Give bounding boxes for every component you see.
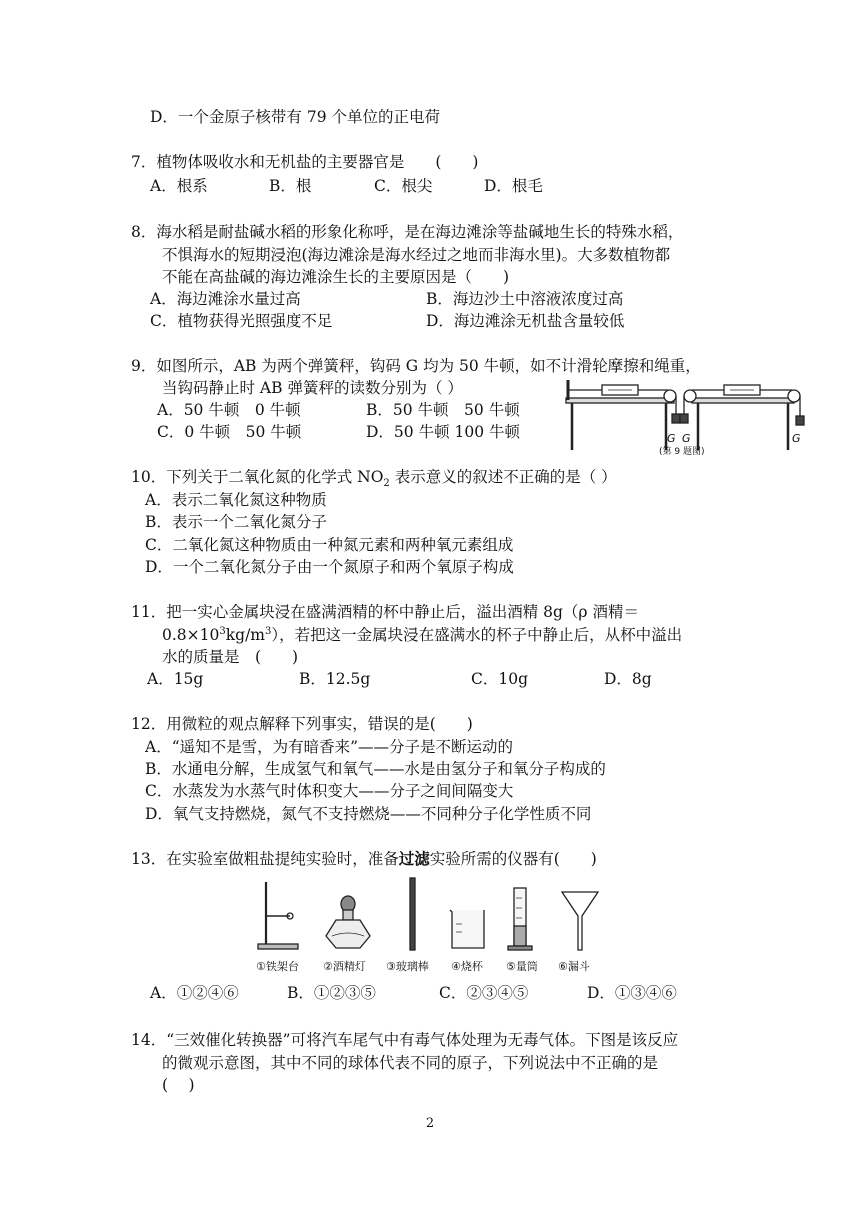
apparatus-b <box>680 385 804 450</box>
q12-option-b: B．水通电分解，生成氢气和氧气——水是由氢分子和氧分子构成的 <box>145 760 606 778</box>
q9-option-c: C．0 牛顿 50 牛顿 <box>157 423 302 441</box>
q12-option-c: C．水蒸发为水蒸气时体积变大——分子之间间隔变大 <box>145 782 514 800</box>
instrument-label-1: ①铁架台 <box>256 960 299 973</box>
instrument-label-4: ④烧杯 <box>451 960 483 973</box>
q9-figure-caption: (第 9 题图) <box>659 447 705 457</box>
iron-stand-icon <box>258 882 298 949</box>
q13-option-c: C．②③④⑤ <box>439 984 529 1002</box>
q7-option-b: B．根 <box>269 177 312 195</box>
q9-stem-line1: 9．如图所示，AB 为两个弹簧秤，钩码 G 均为 50 牛顿，如不计滑轮摩擦和绳重， <box>131 357 701 375</box>
q11-stem-line2: $0.8\times 10^3kg/m^3$），若把这一金属块浸在盛满水的杯子中静止后，从杯中溢出 <box>162 625 683 644</box>
q13-option-a: A．①②④⑥ <box>150 984 239 1002</box>
q13-option-d: D．①③④⑥ <box>587 984 677 1002</box>
q8-option-c: C．植物获得光照强度不足 <box>150 312 333 330</box>
q13-option-b: B．①②③⑤ <box>287 984 376 1002</box>
q8-option-a: A．海边滩涂水量过高 <box>150 290 301 308</box>
q10-option-b: B．表示一个二氧化氮分子 <box>145 513 327 531</box>
q9-option-d: D．50 牛顿 100 牛顿 <box>366 423 521 441</box>
q10-option-c: C．二氧化氮这种物质由一种氮元素和两种氧元素组成 <box>145 536 514 554</box>
page-number: 2 <box>425 1116 435 1131</box>
q9-stem-line2: 当钩码静止时 AB 弹簧秤的读数分别为（ ） <box>162 379 463 397</box>
q8-stem-line1: 8．海水稻是耐盐碱水稻的形象化称呼，是在海边滩涂等盐碱地生长的特殊水稻， <box>131 223 684 241</box>
q14-stem-line1: 14．“三效催化转换器”可将汽车尾气中有毒气体处理为无毒气体。下图是该反应 <box>131 1031 679 1049</box>
instrument-label-5: ⑤量筒 <box>506 960 538 973</box>
q12-option-d: D．氧气支持燃烧，氮气不支持燃烧——不同种分子化学性质不同 <box>145 805 592 823</box>
q10-option-a: A．表示二氧化氮这种物质 <box>145 491 327 509</box>
weight-label-3: G <box>792 432 801 445</box>
q8-stem-line3: 不能在高盐碱的海边滩涂生长的主要原因是（ ) <box>162 268 510 286</box>
q7-option-d: D．根毛 <box>484 177 543 195</box>
apparatus-a <box>566 380 680 450</box>
instrument-label-3: ③玻璃棒 <box>386 960 429 973</box>
q14-stem-line3: ( ) <box>162 1076 195 1094</box>
glass-rod-icon <box>410 878 415 950</box>
q13-stem: 13．在实验室做粗盐提纯实验时，准备过滤实验所需的仪器有( ) <box>131 849 597 868</box>
alcohol-lamp-icon <box>326 896 370 948</box>
q8-stem-line2: 不惧海水的短期浸泡(海边滩涂是海水经过之地而非海水里)。大多数植物都 <box>162 246 671 264</box>
q9-option-a: A．50 牛顿 0 牛顿 <box>157 401 301 419</box>
q11-option-c: C．10g <box>471 670 529 688</box>
q11-stem-line3: 水的质量是 ( ) <box>162 648 299 666</box>
q11-option-a: A．15g <box>147 670 204 688</box>
graduated-cylinder-icon <box>508 888 532 950</box>
instrument-label-2: ②酒精灯 <box>323 960 366 973</box>
q9-option-b: B．50 牛顿 50 牛顿 <box>366 401 520 419</box>
q13-instruments-figure <box>250 874 620 956</box>
q10-option-d: D．一个二氧化氮分子由一个氮原子和两个氧原子构成 <box>145 558 514 576</box>
weight-label-2: G <box>682 432 691 445</box>
funnel-icon <box>562 892 598 950</box>
q11-option-d: D．8g <box>604 670 652 688</box>
q8-option-b: B．海边沙土中溶液浓度过高 <box>426 290 624 308</box>
weight-label-1: G <box>667 432 676 445</box>
q7-option-a: A．根系 <box>150 177 208 195</box>
q12-stem: 12．用微粒的观点解释下列事实，错误的是( ) <box>131 715 473 733</box>
q11-stem-line1: 11．把一实心金属块浸在盛满酒精的杯中静止后，溢出酒精 8g（ρ 酒精＝ <box>131 603 639 621</box>
q10-stem: 10．下列关于二氧化氮的化学式 $NO_2$ 表示意义的叙述不正确的是（ ） <box>131 468 617 490</box>
q8-option-d: D．海边滩涂无机盐含量较低 <box>426 312 625 330</box>
q7-stem: 7．植物体吸收水和无机盐的主要器官是 ( ) <box>131 153 479 171</box>
q14-stem-line2: 的微观示意图，其中不同的球体代表不同的原子，下列说法中不正确的是 <box>162 1054 659 1072</box>
q12-option-a: A．“遥知不是雪，为有暗香来”——分子是不断运动的 <box>145 738 514 756</box>
q11-option-b: B．12.5g <box>299 670 371 688</box>
instrument-label-6: ⑥漏斗 <box>558 960 590 973</box>
beaker-icon <box>450 910 484 948</box>
q7-option-c: C．根尖 <box>374 177 433 195</box>
q6-option-d: D．一个金原子核带有 79 个单位的正电荷 <box>150 108 441 126</box>
